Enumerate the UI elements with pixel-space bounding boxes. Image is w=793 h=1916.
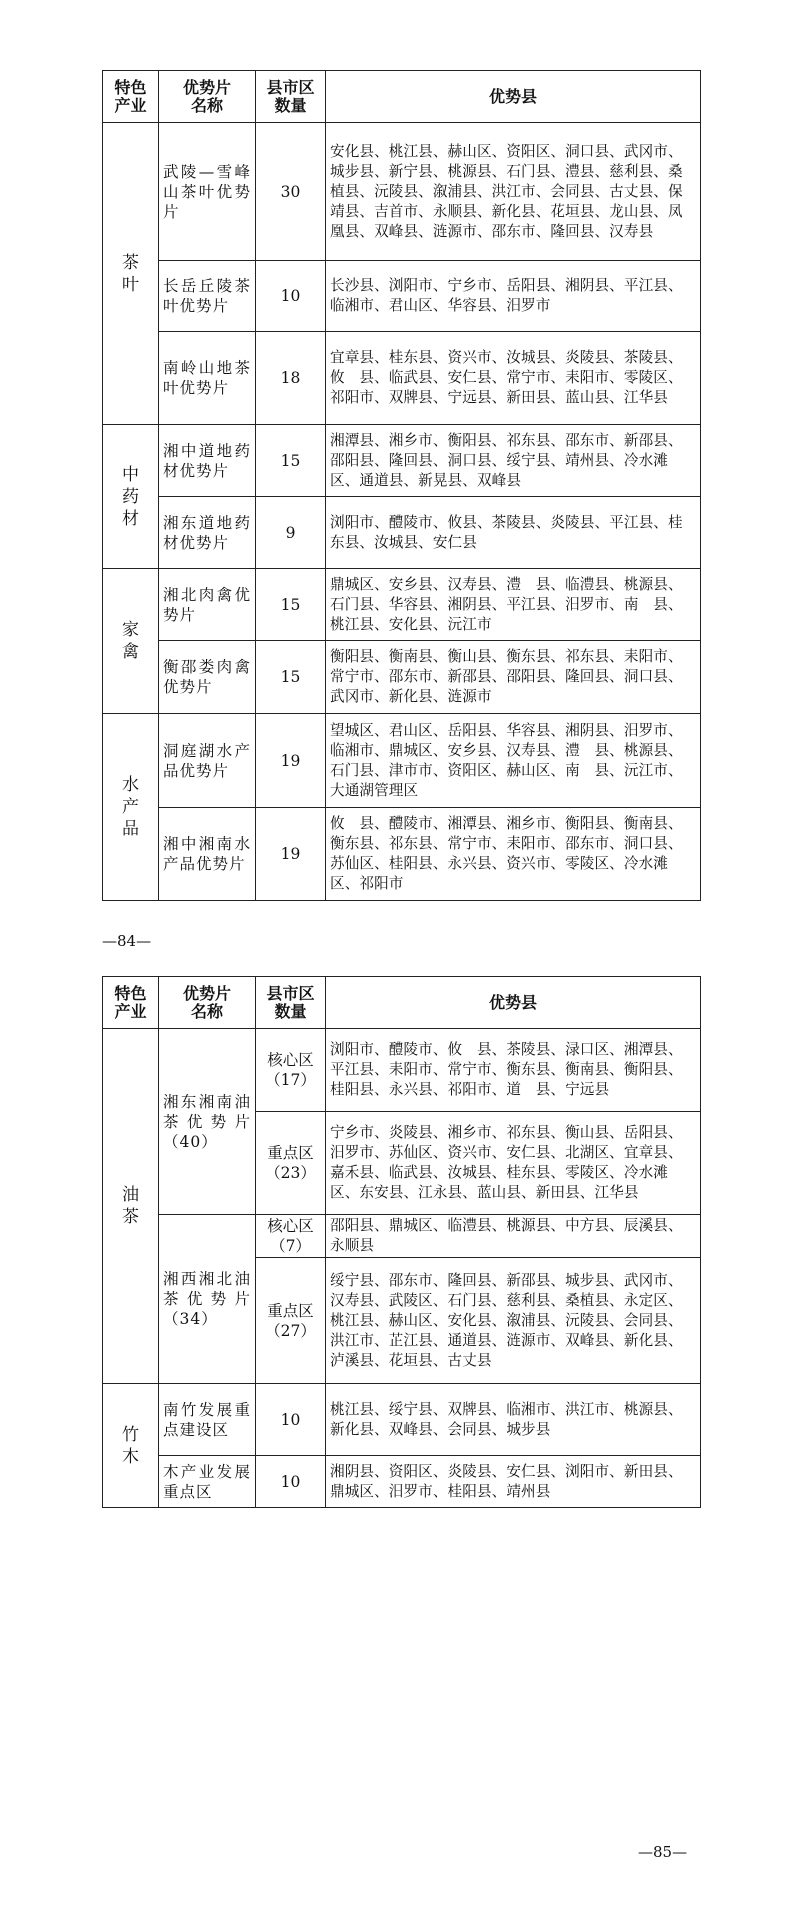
zone-name: 洞庭湖水产品优势片 <box>159 714 256 808</box>
table-row <box>103 641 701 714</box>
table-page-84 <box>102 70 701 901</box>
zone-name: 木产业发展重点区 <box>159 1456 256 1508</box>
table-row <box>103 714 701 808</box>
table-header-row <box>103 977 701 1029</box>
table-row <box>103 497 701 569</box>
county-list: 浏阳市、醴陵市、攸县、茶陵县、炎陵县、平江县、桂东县、汝城县、安仁县 <box>326 497 701 569</box>
table-row <box>103 123 701 261</box>
county-list: 浏阳市、醴陵市、攸 县、茶陵县、渌口区、湘潭县、平江县、耒阳市、常宁市、衡东县、衡南县、衡阳县、桂阳县、永兴县、祁阳市、道 县、宁远县 <box>326 1029 701 1112</box>
table-row <box>103 1456 701 1508</box>
zone-name: 湘中道地药材优势片 <box>159 425 256 497</box>
industry-cell: 油茶 <box>103 1029 159 1384</box>
table-row <box>103 569 701 641</box>
county-count: 15 <box>256 569 326 641</box>
county-count: 19 <box>256 808 326 901</box>
page-number: —85— <box>638 1843 688 1861</box>
county-list: 桃江县、绥宁县、双牌县、临湘市、洪江市、桃源县、新化县、双峰县、会同县、城步县 <box>326 1384 701 1456</box>
county-list: 湘潭县、湘乡市、衡阳县、祁东县、邵东市、新邵县、邵阳县、隆回县、洞口县、绥宁县、靖州县、冷水滩区、通道县、新晃县、双峰县 <box>326 425 701 497</box>
page-number: —84— <box>102 932 152 950</box>
header-counties: 优势县 <box>326 977 701 1029</box>
zone-name: 湘东道地药材优势片 <box>159 497 256 569</box>
header-zone: 优势片 名称 <box>159 977 256 1029</box>
zone-name: 湘北肉禽优势片 <box>159 569 256 641</box>
industry-cell: 水产品 <box>103 714 159 901</box>
county-list: 邵阳县、鼎城区、临澧县、桃源县、中方县、辰溪县、永顺县 <box>326 1215 701 1258</box>
header-count: 县市区 数量 <box>256 71 326 123</box>
county-count: 18 <box>256 332 326 425</box>
county-count: 30 <box>256 123 326 261</box>
table-row <box>103 1029 701 1112</box>
industry-cell: 茶叶 <box>103 123 159 425</box>
county-count: 重点区（23） <box>256 1112 326 1215</box>
county-list: 攸 县、醴陵市、湘潭县、湘乡市、衡阳县、衡南县、衡东县、祁东县、常宁市、耒阳市、邵东市、洞口县、苏仙区、桂阳县、永兴县、资兴市、零陵区、冷水滩区、祁阳市 <box>326 808 701 901</box>
header-industry: 特色 产业 <box>103 977 159 1029</box>
header-counties: 优势县 <box>326 71 701 123</box>
header-zone: 优势片 名称 <box>159 71 256 123</box>
county-count: 核心区（7） <box>256 1215 326 1258</box>
header-industry: 特色 产业 <box>103 71 159 123</box>
county-list: 宁乡市、炎陵县、湘乡市、祁东县、衡山县、岳阳县、汨罗市、苏仙区、资兴市、安仁县、北湖区、宜章县、嘉禾县、临武县、汝城县、桂东县、零陵区、冷水滩区、东安县、江永县、蓝山县、新田县、江华县 <box>326 1112 701 1215</box>
table-row <box>103 425 701 497</box>
table-row <box>103 332 701 425</box>
county-count: 15 <box>256 641 326 714</box>
county-count: 19 <box>256 714 326 808</box>
table-row <box>103 808 701 901</box>
industry-cell: 中药材 <box>103 425 159 569</box>
county-list: 湘阴县、资阳区、炎陵县、安仁县、浏阳市、新田县、鼎城区、汨罗市、桂阳县、靖州县 <box>326 1456 701 1508</box>
county-count: 10 <box>256 1456 326 1508</box>
county-list: 宜章县、桂东县、资兴市、汝城县、炎陵县、茶陵县、攸 县、临武县、安仁县、常宁市、耒阳市、零陵区、祁阳市、双牌县、宁远县、新田县、蓝山县、江华县 <box>326 332 701 425</box>
county-list: 绥宁县、邵东市、隆回县、新邵县、城步县、武冈市、汉寿县、武陵区、石门县、慈利县、桑植县、永定区、桃江县、赫山区、安化县、溆浦县、沅陵县、会同县、洪江市、芷江县、通道县、涟源市、双峰县、新化县、泸溪县、花垣县、古丈县 <box>326 1258 701 1384</box>
industry-cell: 家禽 <box>103 569 159 714</box>
industry-cell: 竹木 <box>103 1384 159 1508</box>
county-list: 望城区、君山区、岳阳县、华容县、湘阴县、汨罗市、临湘市、鼎城区、安乡县、汉寿县、澧 县、桃源县、石门县、津市市、资阳区、赫山区、南 县、沅江市、大通湖管理区 <box>326 714 701 808</box>
table-row <box>103 1384 701 1456</box>
zone-name: 南竹发展重点建设区 <box>159 1384 256 1456</box>
county-count: 15 <box>256 425 326 497</box>
county-count: 10 <box>256 1384 326 1456</box>
county-count: 10 <box>256 261 326 332</box>
county-count: 重点区（27） <box>256 1258 326 1384</box>
zone-name: 湘东湘南油茶优势片（40） <box>159 1029 256 1215</box>
county-list: 安化县、桃江县、赫山区、资阳区、洞口县、武冈市、城步县、新宁县、桃源县、石门县、澧县、慈利县、桑植县、沅陵县、溆浦县、洪江市、会同县、古丈县、保靖县、吉首市、永顺县、新化县、花垣县、龙山县、凤凰县、双峰县、涟源市、邵东市、隆回县、汉寿县 <box>326 123 701 261</box>
zone-name: 湘中湘南水产品优势片 <box>159 808 256 901</box>
zone-name: 长岳丘陵茶叶优势片 <box>159 261 256 332</box>
county-count: 核心区（17） <box>256 1029 326 1112</box>
county-count: 9 <box>256 497 326 569</box>
zone-name: 武陵—雪峰山茶叶优势片 <box>159 123 256 261</box>
table-page-85 <box>102 976 701 1508</box>
county-list: 鼎城区、安乡县、汉寿县、澧 县、临澧县、桃源县、石门县、华容县、湘阴县、平江县、汨罗市、南 县、桃江县、安化县、沅江市 <box>326 569 701 641</box>
county-list: 衡阳县、衡南县、衡山县、衡东县、祁东县、耒阳市、常宁市、邵东市、新邵县、邵阳县、隆回县、洞口县、武冈市、新化县、涟源市 <box>326 641 701 714</box>
county-list: 长沙县、浏阳市、宁乡市、岳阳县、湘阴县、平江县、临湘市、君山区、华容县、汨罗市 <box>326 261 701 332</box>
table-row <box>103 261 701 332</box>
table-header-row <box>103 71 701 123</box>
table-row <box>103 1215 701 1258</box>
header-count: 县市区 数量 <box>256 977 326 1029</box>
zone-name: 南岭山地茶叶优势片 <box>159 332 256 425</box>
zone-name: 湘西湘北油茶优势片（34） <box>159 1215 256 1384</box>
zone-name: 衡邵娄肉禽优势片 <box>159 641 256 714</box>
